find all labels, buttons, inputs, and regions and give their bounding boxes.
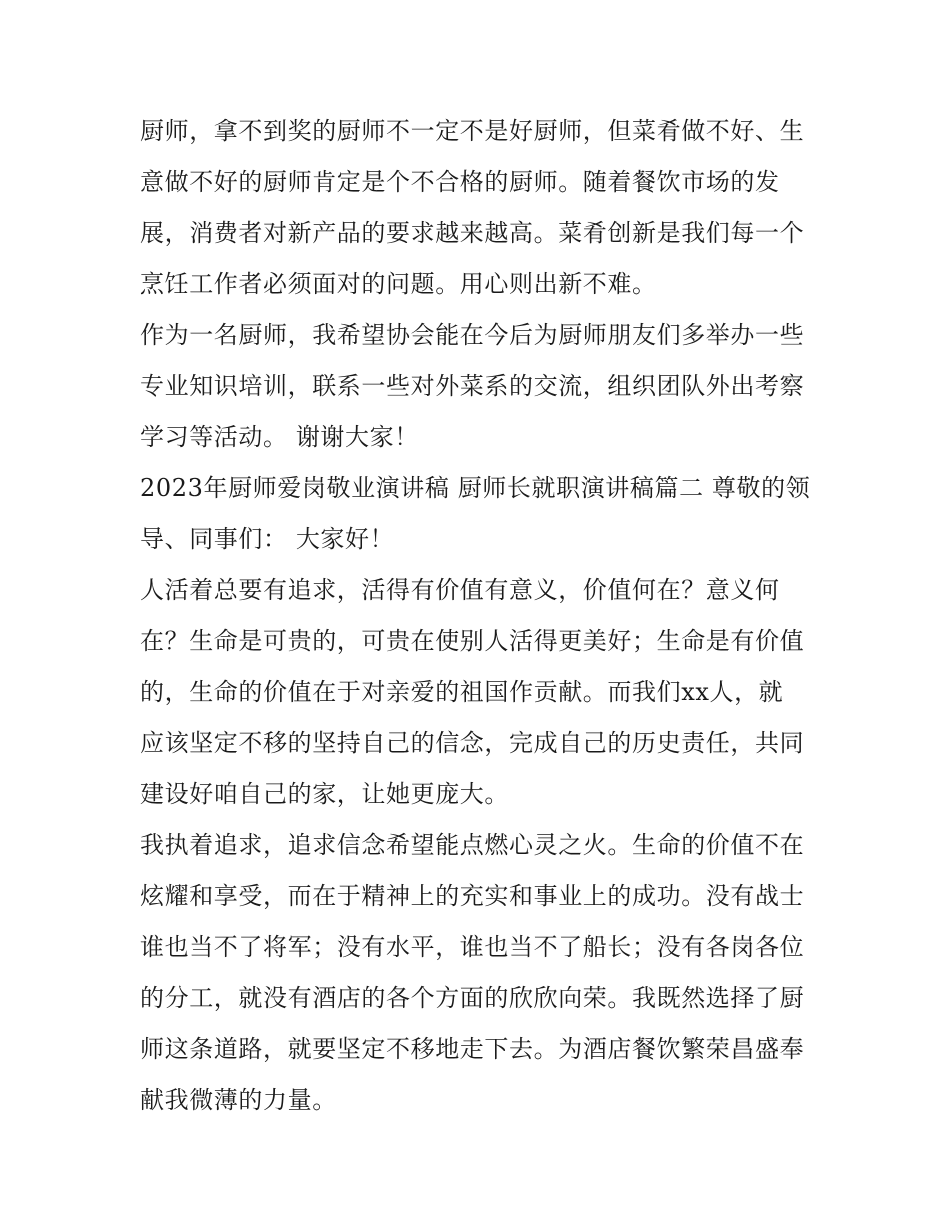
- text-line: 炫耀和享受，而在于精神上的充实和事业上的成功。没有战士: [140, 882, 805, 910]
- document-body: [140, 106, 820, 1126]
- text-line: 烹饪工作者必须面对的问题。用心则出新不难。: [140, 270, 657, 298]
- text-line: 厨师，拿不到奖的厨师不一定不是好厨师，但菜肴做不好、生: [140, 117, 805, 145]
- text-line: 建设好咱自己的家，让她更庞大。: [140, 780, 509, 808]
- text-line: 师这条道路，就要坚定不移地走下去。为酒店餐饮繁荣昌盛奉: [140, 1035, 805, 1063]
- text-line: 我执着追求，追求信念希望能点燃心灵之火。生命的价值不在: [140, 831, 805, 859]
- text-line: 人活着总要有追求，活得有价值有意义，价值何在？意义何: [140, 576, 780, 604]
- text-line: 作为一名厨师，我希望协会能在今后为厨师朋友们多举办一些: [140, 321, 805, 349]
- text-line: 应该坚定不移的坚持自己的信念，完成自己的历史责任，共同: [140, 729, 805, 757]
- text-line: 献我微薄的力量。: [140, 1086, 337, 1114]
- text-line: 谁也当不了将军；没有水平，谁也当不了船长；没有各岗各位: [140, 933, 805, 961]
- text-line: 的，生命的价值在于对亲爱的祖国作贡献。而我们xx人，就: [140, 678, 784, 706]
- text-line: 在？生命是可贵的，可贵在使别人活得更美好；生命是有价值: [140, 627, 805, 655]
- text-line: 学习等活动。 谢谢大家！: [140, 423, 419, 451]
- text-line: 展，消费者对新产品的要求越来越高。菜肴创新是我们每一个: [140, 219, 805, 247]
- text-line: 意做不好的厨师肯定是个不合格的厨师。随着餐饮市场的发: [140, 168, 780, 196]
- text-line: 2023年厨师爱岗敬业演讲稿 厨师长就职演讲稿篇二 尊敬的领: [140, 474, 811, 502]
- text-line: 的分工，就没有酒店的各个方面的欣欣向荣。我既然选择了厨: [140, 984, 805, 1012]
- text-line: 专业知识培训，联系一些对外菜系的交流，组织团队外出考察: [140, 372, 805, 400]
- text-line: 导、同事们： 大家好！: [140, 525, 395, 553]
